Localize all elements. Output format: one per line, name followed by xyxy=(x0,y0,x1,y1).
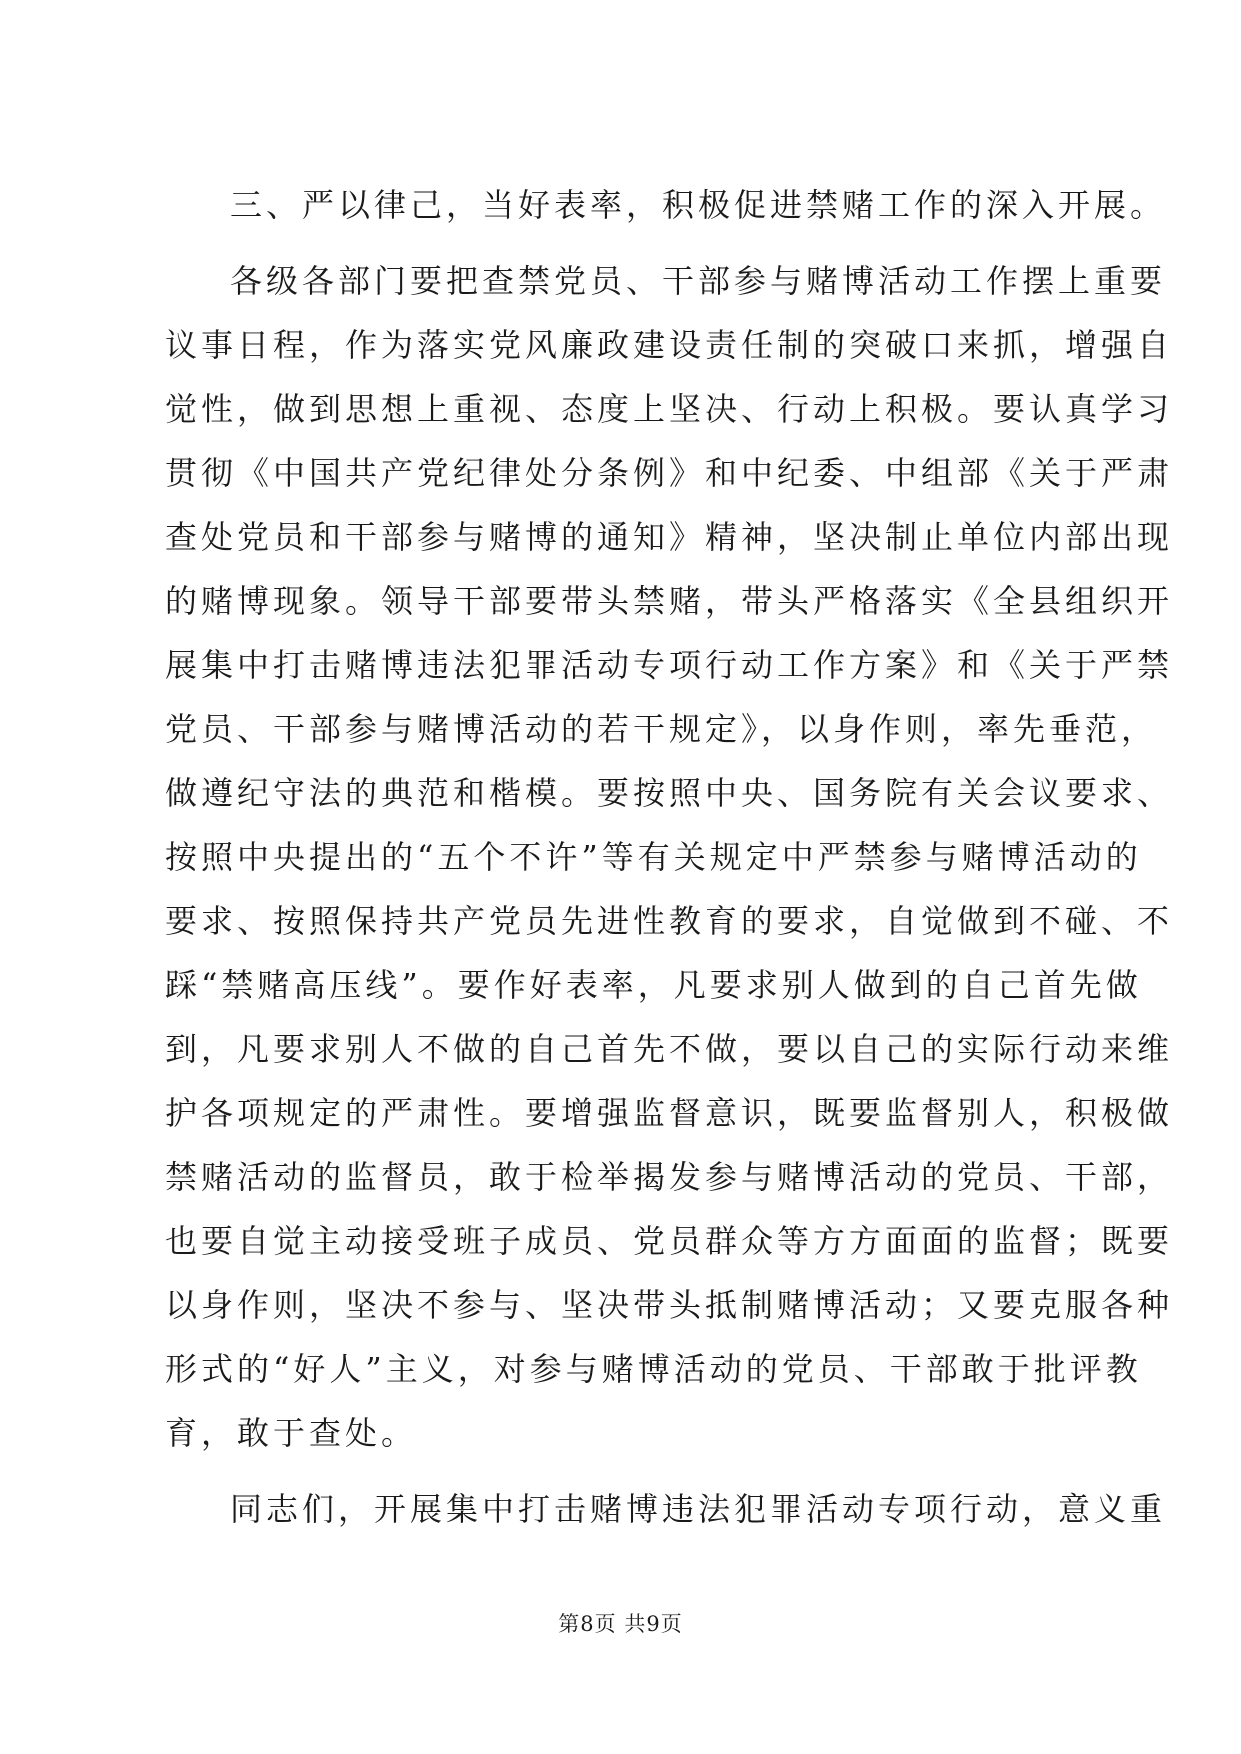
paragraph-line: 护各项规定的严肃性。要增强监督意识，既要监督别人，积极做 xyxy=(165,1094,1174,1132)
paragraph-line: 按照中央提出的“五个不许”等有关规定中严禁参与赌博活动的 xyxy=(165,838,1142,876)
page-number: 第8页 共9页 xyxy=(558,1612,683,1636)
paragraph-line: 展集中打击赌博违法犯罪活动专项行动工作方案》和《关于严禁 xyxy=(165,646,1174,684)
section-heading: 三、严以律己，当好表率，积极促进禁赌工作的深入开展。 xyxy=(230,186,1167,224)
paragraph-line: 以身作则，坚决不参与、坚决带头抵制赌博活动；又要克服各种 xyxy=(165,1286,1174,1324)
paragraph-line: 查处党员和干部参与赌博的通知》精神，坚决制止单位内部出现 xyxy=(165,518,1174,556)
paragraph-line: 做遵纪守法的典范和楷模。要按照中央、国务院有关会议要求、 xyxy=(165,774,1174,812)
paragraph-line: 形式的“好人”主义，对参与赌博活动的党员、干部敢于批评教 xyxy=(165,1350,1142,1388)
paragraph-line: 禁赌活动的监督员，敢于检举揭发参与赌博活动的党员、干部， xyxy=(165,1158,1174,1196)
paragraph-line: 要求、按照保持共产党员先进性教育的要求，自觉做到不碰、不 xyxy=(165,902,1174,940)
paragraph-line: 各级各部门要把查禁党员、干部参与赌博活动工作摆上重要 xyxy=(230,262,1167,300)
paragraph-line: 也要自觉主动接受班子成员、党员群众等方方面面的监督；既要 xyxy=(165,1222,1174,1260)
paragraph-line: 觉性，做到思想上重视、态度上坚决、行动上积极。要认真学习 xyxy=(165,390,1174,428)
paragraph-line: 贯彻《中国共产党纪律处分条例》和中纪委、中组部《关于严肃 xyxy=(165,454,1174,492)
paragraph-line: 到，凡要求别人不做的自己首先不做，要以自己的实际行动来维 xyxy=(165,1030,1174,1068)
paragraph-line: 同志们，开展集中打击赌博违法犯罪活动专项行动，意义重 xyxy=(230,1490,1167,1528)
paragraph-line: 议事日程，作为落实党风廉政建设责任制的突破口来抓，增强自 xyxy=(165,326,1174,364)
paragraph-line: 育，敢于查处。 xyxy=(165,1414,418,1452)
paragraph-line: 的赌博现象。领导干部要带头禁赌，带头严格落实《全县组织开 xyxy=(165,582,1174,620)
paragraph-line: 党员、干部参与赌博活动的若干规定》，以身作则，率先垂范， xyxy=(165,710,1158,748)
paragraph-line: 踩“禁赌高压线”。要作好表率，凡要求别人做到的自己首先做 xyxy=(165,966,1142,1004)
